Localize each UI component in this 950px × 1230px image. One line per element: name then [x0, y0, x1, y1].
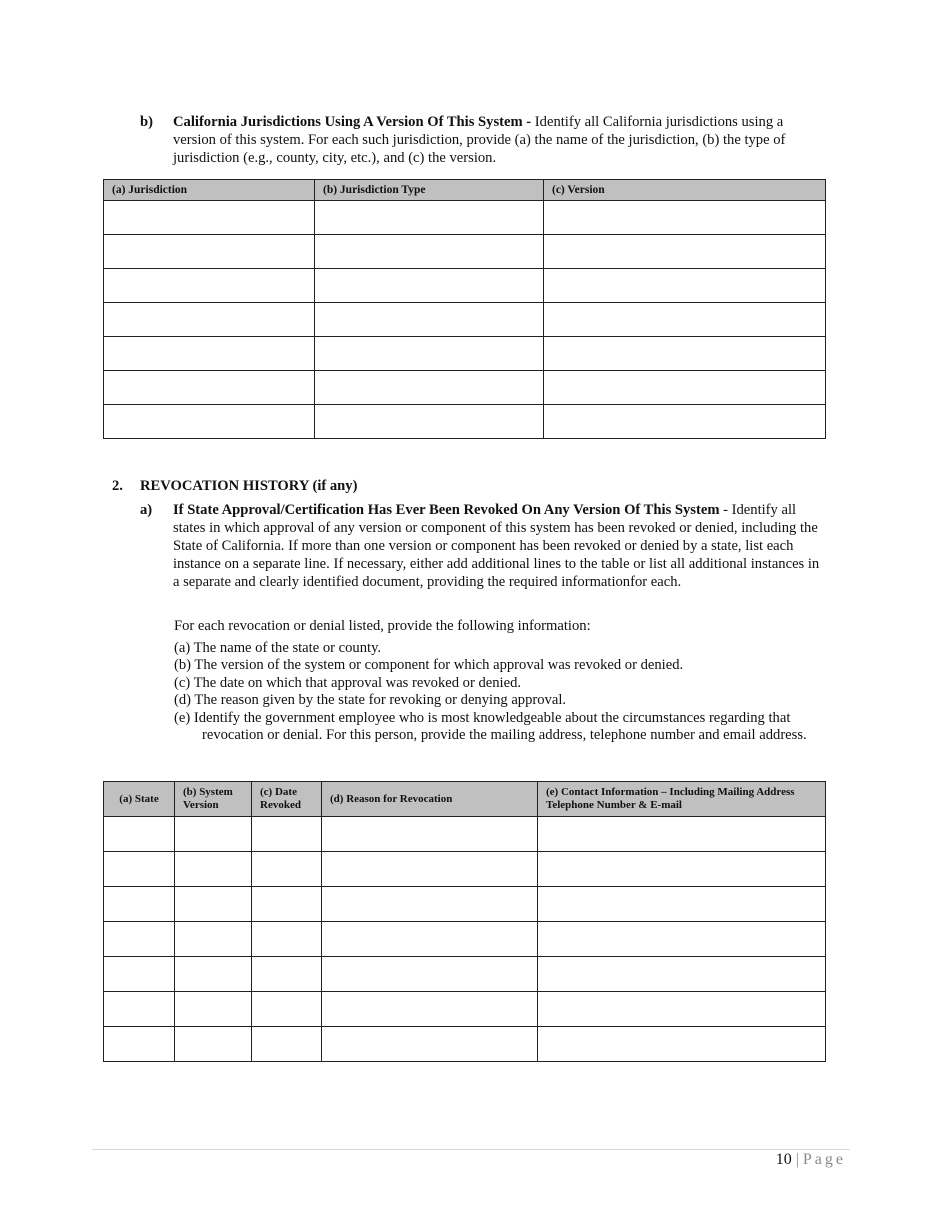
table-cell[interactable]: [252, 957, 322, 992]
table-cell[interactable]: [544, 269, 826, 303]
table-cell[interactable]: [538, 922, 826, 957]
table-cell[interactable]: [315, 269, 544, 303]
table-cell[interactable]: [544, 371, 826, 405]
table-cell[interactable]: [538, 992, 826, 1027]
table-cell[interactable]: [322, 1027, 538, 1062]
col-header-jurisdiction-type: (b) Jurisdiction Type: [315, 180, 544, 201]
jurisdictions-table: [103, 179, 826, 439]
table-row: [104, 957, 826, 992]
table-cell[interactable]: [104, 303, 315, 337]
table-cell[interactable]: [315, 371, 544, 405]
table-cell[interactable]: [104, 201, 315, 235]
table-cell[interactable]: [104, 922, 175, 957]
table-cell[interactable]: [538, 957, 826, 992]
table-cell[interactable]: [315, 235, 544, 269]
table-cell[interactable]: [315, 201, 544, 235]
section-2-heading: [112, 478, 357, 495]
table-cell[interactable]: [104, 1027, 175, 1062]
info-item-c: (c) The date on which that approval was revoked or denied.: [174, 674, 522, 691]
table-row: [104, 269, 826, 303]
table-cell[interactable]: [544, 235, 826, 269]
table-cell[interactable]: [175, 887, 252, 922]
table-cell[interactable]: [538, 817, 826, 852]
table-cell[interactable]: [104, 817, 175, 852]
table-cell[interactable]: [252, 817, 322, 852]
section-2-number: 2.: [112, 478, 123, 494]
item-b-text: Identify all California jurisdictions using a version of this system. For each such jurisdiction, provide (a) the name of the jurisdiction, (b) the type of jurisdiction (e.g., county, city, etc.), and (c) the version.: [173, 114, 786, 166]
info-item-d: (d) The reason given by the state for revoking or denying approval.: [174, 692, 567, 708]
table-row: [104, 887, 826, 922]
table-cell[interactable]: [322, 992, 538, 1027]
table-cell[interactable]: [538, 1027, 826, 1062]
table-cell[interactable]: [175, 817, 252, 852]
info-intro: For each revocation or denial listed, provide the following information:: [174, 618, 591, 634]
info-item-e: (e) Identify the government employee who is most knowledgeable about the circumstances regarding that revocation or denial. For this person, provide the mailing address, telephone number and email address.: [174, 709, 807, 743]
table-cell[interactable]: [315, 337, 544, 371]
table-cell[interactable]: [252, 992, 322, 1027]
table-row: [104, 371, 826, 405]
table-cell[interactable]: [322, 817, 538, 852]
info-item-b: (b) The version of the system or component for which approval was revoked or denied.: [174, 657, 684, 673]
page-label: Page: [802, 1151, 846, 1168]
col-header-date-revoked: (c) Date Revoked: [252, 782, 322, 817]
table-cell[interactable]: [322, 887, 538, 922]
table-cell[interactable]: [544, 337, 826, 371]
table-cell[interactable]: [252, 887, 322, 922]
table-cell[interactable]: [175, 1027, 252, 1062]
table-cell[interactable]: [252, 922, 322, 957]
info-item-a: (a) The name of the state or county.: [174, 639, 382, 656]
table-cell[interactable]: [252, 852, 322, 887]
table-cell[interactable]: [104, 371, 315, 405]
item-a-marker: a): [140, 502, 153, 518]
table-row: [104, 235, 826, 269]
table-cell[interactable]: [175, 922, 252, 957]
table-cell[interactable]: [544, 405, 826, 439]
table-row: [104, 405, 826, 439]
revocation-info-list: [174, 618, 824, 745]
table-cell[interactable]: [104, 405, 315, 439]
footer-separator: |: [795, 1151, 799, 1168]
col-header-reason: (d) Reason for Revocation: [322, 782, 538, 817]
item-a-body: [173, 501, 825, 591]
table-cell[interactable]: [175, 957, 252, 992]
table-cell[interactable]: [175, 992, 252, 1027]
table-cell[interactable]: [538, 887, 826, 922]
item-b-marker: b): [140, 114, 153, 130]
table-cell[interactable]: [322, 852, 538, 887]
table-header-row: [104, 180, 826, 201]
table-row: [104, 852, 826, 887]
table-cell[interactable]: [104, 235, 315, 269]
col-header-jurisdiction: (a) Jurisdiction: [104, 180, 315, 201]
table-cell[interactable]: [322, 922, 538, 957]
table-cell[interactable]: [315, 303, 544, 337]
col-header-state: (a) State: [104, 782, 175, 817]
col-header-contact-info: (e) Contact Information – Including Mailing Address Telephone Number & E-mail: [538, 782, 826, 817]
item-b-heading: California Jurisdictions Using A Version Of This System -: [173, 114, 532, 130]
col-header-system-version: (b) System Version: [175, 782, 252, 817]
table-cell[interactable]: [104, 852, 175, 887]
table-row: [104, 922, 826, 957]
table-row: [104, 817, 826, 852]
table-cell[interactable]: [104, 992, 175, 1027]
section-2-title: REVOCATION HISTORY (if any): [140, 478, 358, 494]
table-cell[interactable]: [104, 269, 315, 303]
table-cell[interactable]: [322, 957, 538, 992]
footer-divider: [92, 1149, 850, 1150]
item-a-heading: If State Approval/Certification Has Ever Been Revoked On Any Version Of This System: [173, 502, 720, 518]
item-a-revocation: [140, 501, 825, 591]
item-b-body: [173, 113, 825, 167]
table-header-row: [104, 782, 826, 817]
table-row: [104, 992, 826, 1027]
table-cell[interactable]: [315, 405, 544, 439]
table-cell[interactable]: [544, 303, 826, 337]
table-cell[interactable]: [104, 957, 175, 992]
table-row: [104, 1027, 826, 1062]
table-cell[interactable]: [175, 852, 252, 887]
table-row: [104, 337, 826, 371]
item-a-text: - Identify all states in which approval of any version or component of this system has been revoked or denied, including the State of California. If more than one version or component has been revoked or denied by a state, list each instance on a separate line. If necessary, either add additional lines to the table or list all additional instances in a separate and clearly identified document, providing the required informationfor each.: [173, 502, 820, 590]
col-header-version: (c) Version: [544, 180, 826, 201]
table-cell[interactable]: [252, 1027, 322, 1062]
table-cell[interactable]: [538, 852, 826, 887]
revocation-table: [103, 781, 826, 1062]
table-cell[interactable]: [544, 201, 826, 235]
table-row: [104, 303, 826, 337]
table-cell[interactable]: [104, 887, 175, 922]
table-cell[interactable]: [104, 337, 315, 371]
table-row: [104, 201, 826, 235]
page-footer: [776, 1151, 846, 1169]
page-number: 10: [775, 1151, 792, 1168]
item-b-jurisdictions: [140, 113, 825, 167]
